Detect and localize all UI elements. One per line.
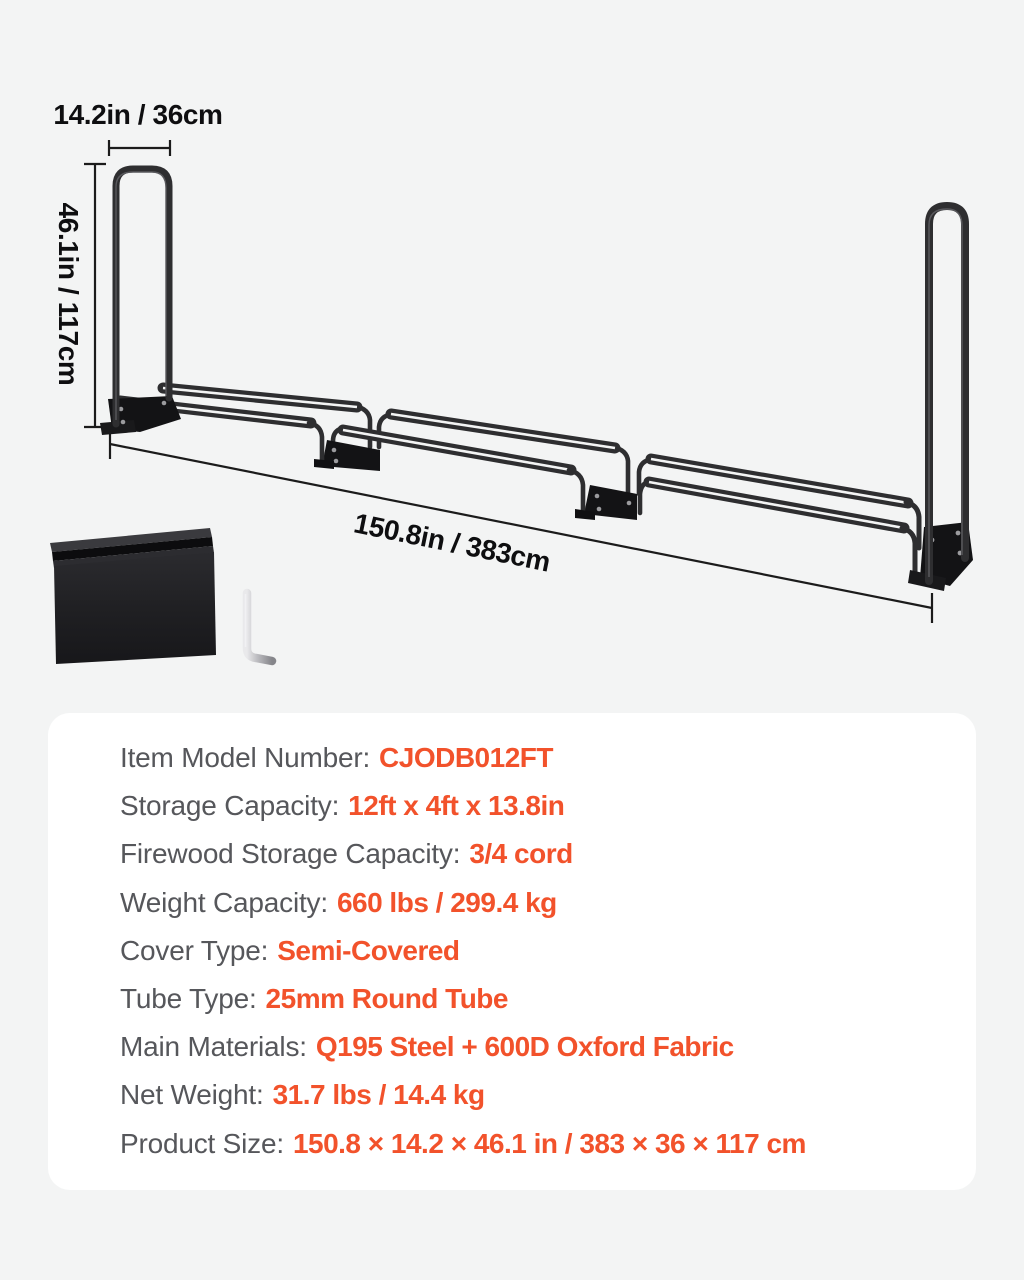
- spec-value: Semi-Covered: [277, 934, 460, 966]
- spec-label: Product Size:: [120, 1127, 284, 1159]
- spec-row-cover-type: [120, 927, 940, 975]
- spec-value: 3/4 cord: [469, 838, 573, 870]
- specs-panel: [48, 713, 976, 1190]
- spec-value: 31.7 lbs / 14.4 kg: [272, 1079, 485, 1111]
- specs-list: [48, 713, 976, 1168]
- spec-value: CJODB012FT: [379, 742, 553, 774]
- spec-label: Main Materials:: [120, 1031, 307, 1063]
- spec-row-model: [120, 734, 940, 782]
- spec-value: 150.8 × 14.2 × 46.1 in / 383 × 36 × 117 cm: [292, 1127, 806, 1159]
- spec-row-weight-capacity: [120, 879, 940, 927]
- spec-label: Storage Capacity:: [120, 790, 340, 822]
- spec-label: Weight Capacity:: [120, 886, 328, 918]
- spec-label: Cover Type:: [120, 934, 269, 966]
- spec-value: 660 lbs / 299.4 kg: [336, 886, 557, 918]
- log-rack-illustration: [100, 169, 973, 591]
- spec-label: Item Model Number:: [120, 742, 371, 774]
- width-dimension-label: 14.2in / 36cm: [53, 99, 223, 130]
- spec-row-firewood-capacity: [120, 830, 940, 878]
- spec-label: Tube Type:: [120, 983, 257, 1015]
- spec-row-storage-capacity: [120, 782, 940, 830]
- fabric-cover-illustration: [50, 528, 216, 664]
- spec-label: Firewood Storage Capacity:: [120, 838, 461, 870]
- spec-row-tube-type: [120, 975, 940, 1023]
- spec-row-net-weight: [120, 1071, 940, 1119]
- height-dimension-label: 46.1in / 117cm: [53, 202, 84, 386]
- spec-label: Net Weight:: [120, 1079, 264, 1111]
- spec-value: Q195 Steel + 600D Oxford Fabric: [315, 1031, 734, 1063]
- length-dimension-label: 150.8in / 383cm: [351, 507, 553, 578]
- spec-row-main-materials: [120, 1023, 940, 1071]
- spec-value: 12ft x 4ft x 13.8in: [348, 790, 565, 822]
- spec-value: 25mm Round Tube: [265, 983, 508, 1015]
- hex-wrench-illustration: [246, 593, 273, 661]
- spec-row-product-size: [120, 1120, 940, 1168]
